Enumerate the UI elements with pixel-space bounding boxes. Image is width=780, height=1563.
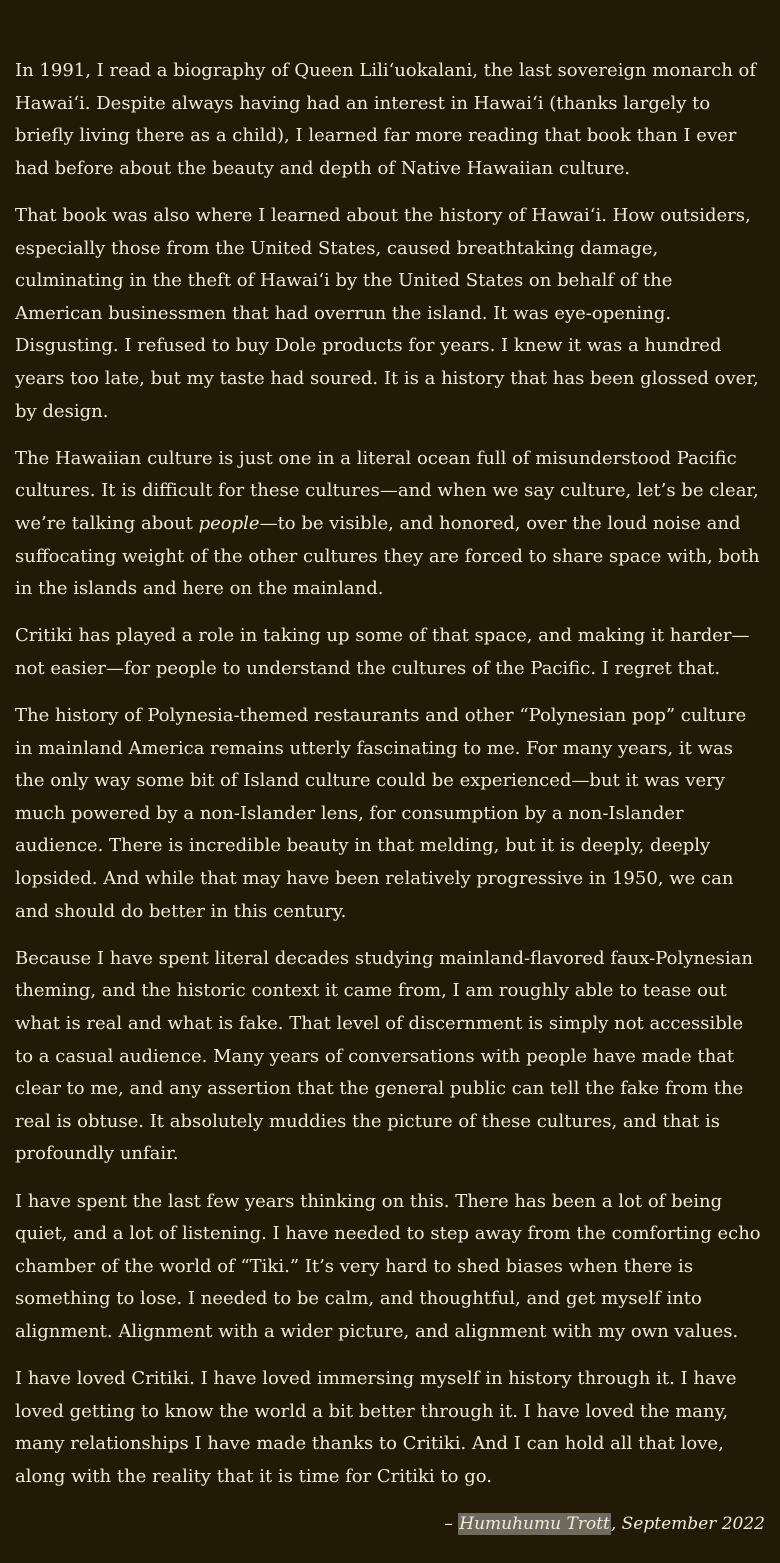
paragraph-3 <box>15 443 765 606</box>
paragraph-4: Critiki has played a role in taking up some of that space, and making it harder—not easier—for people to understand the cultures of the Pacific. I regret that. <box>15 625 750 679</box>
paragraph-6: Because I have spent literal decades studying mainland-flavored faux-Polynesian theming, and the historic context it came from, I am roughly able to tease out what is real and what is fake. That level of discernment is simply not accessible to a casual audience. Many years of conversations with people have made that clear to me, and any assertion that the general public can tell the fake from the real is obtuse. It absolutely muddies the picture of these cultures, and that is profoundly unfair. <box>15 947 753 1165</box>
paragraph-8: I have loved Critiki. I have loved immersing myself in history through it. I have loved getting to know the world a bit better through it. I have loved the many, many relationships I have made thanks to Critiki. And I can hold all that love, along with the reality that it is time for Critiki to go. <box>15 1368 737 1487</box>
signature-dash: – <box>444 1514 459 1535</box>
signature-date: , September 2022 <box>610 1514 765 1535</box>
signature <box>15 1508 765 1541</box>
paragraph-5: The history of Polynesia-themed restaurants and other “Polynesian pop” culture in mainland America remains utterly fascinating to me. For many years, it was the only way some bit of Island culture could be experienced—but it was very much powered by a non-Islander lens, for consumption by a non-Islander audience. There is incredible beauty in that melding, but it is deeply, deeply lopsided. And while that may have been relatively progressive in 1950, we can and should do better in this century. <box>15 705 747 922</box>
paragraph-2: That book was also where I learned about the history of Hawaiʻi. How outsiders, especially those from the United States, caused breathtaking damage, culminating in the theft of Hawaiʻi by the United States on behalf of the American businessmen that had overrun the island. It was eye-opening. Disgusting. I refused to buy Dole products for years. I knew it was a hundred years too late, but my taste had soured. It is a history that has been glossed over, by design. <box>15 204 759 422</box>
emphasis-people: people <box>198 512 260 534</box>
signature-author: Humuhumu Trott <box>459 1514 610 1535</box>
paragraph-3-text-before: The Hawaiian culture is just one in a literal ocean full of misunderstood Pacific cultures. It is difficult for these cultures—and when we say culture, let’s be clear, we’re talking about <box>15 447 759 534</box>
paragraph-1: In 1991, I read a biography of Queen Liliʻuokalani, the last sovereign monarch of Hawaiʻi. Despite always having had an interest in Hawaiʻi (thanks largely to briefly living there as a child), I learned far more reading that book than I ever had before about the beauty and depth of Native Hawaiian culture. <box>15 60 757 179</box>
paragraph-7: I have spent the last few years thinking on this. There has been a lot of being quiet, and a lot of listening. I have needed to step away from the comforting echo chamber of the world of “Tiki.” It’s very hard to shed biases when there is something to lose. I needed to be calm, and thoughtful, and get myself into alignment. Alignment with a wider picture, and alignment with my own values. <box>15 1190 761 1342</box>
paragraph-3-text-after: —to be visible, and honored, over the loud noise and suffocating weight of the other cultures they are forced to share space with, both in the islands and here on the mainland. <box>15 512 760 600</box>
